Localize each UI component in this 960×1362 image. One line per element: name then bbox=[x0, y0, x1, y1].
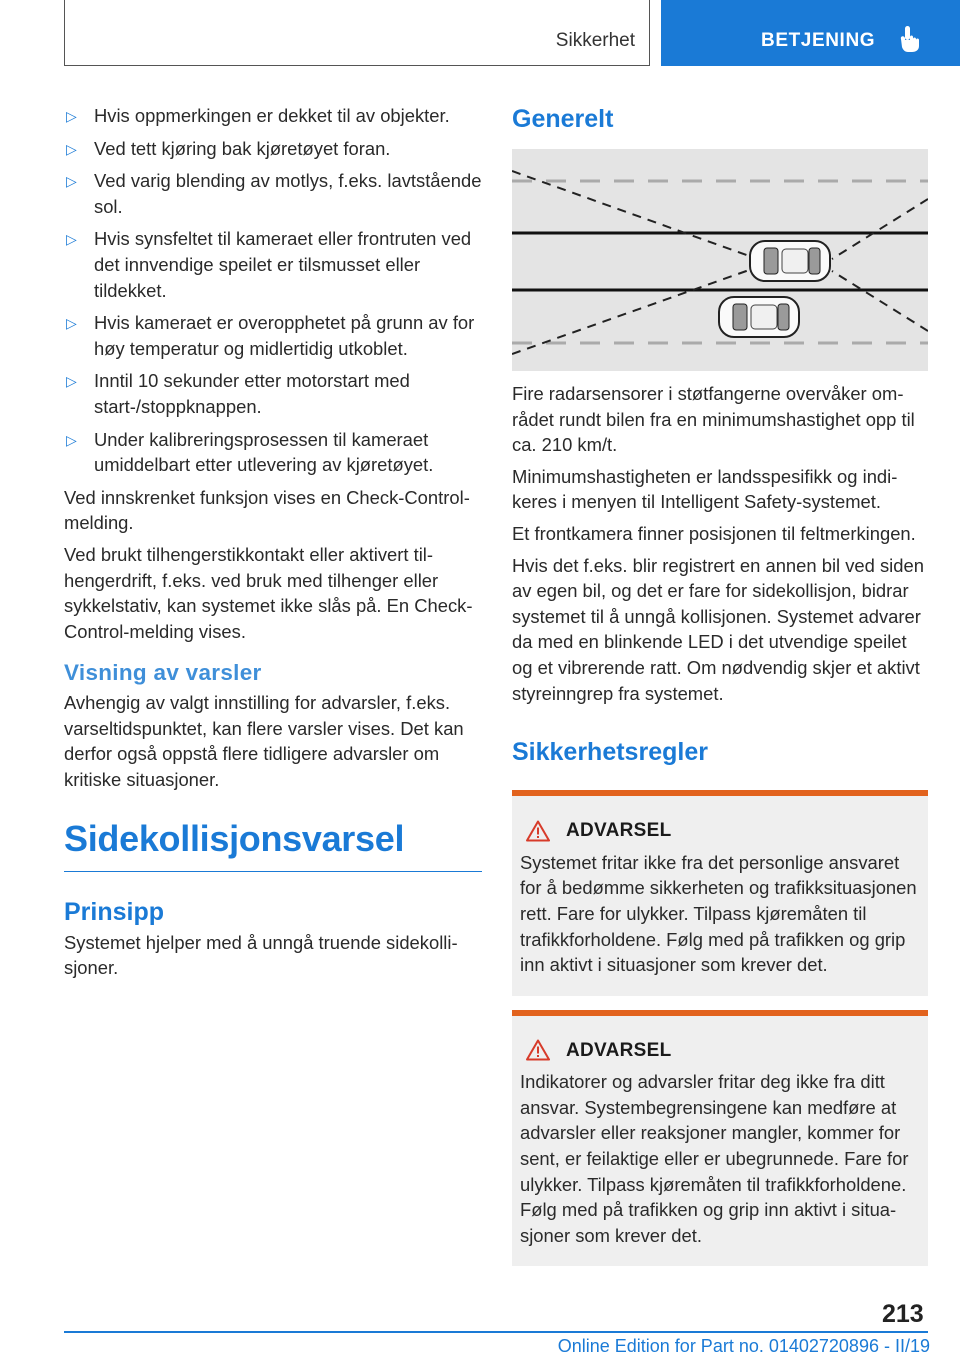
triangle-bullet-icon: ▷ bbox=[66, 373, 77, 390]
warning-box bbox=[512, 790, 928, 996]
car-icon bbox=[750, 241, 830, 281]
list-item: ▷ Inntil 10 sekunder etter motorstart med start-/stoppknappen. bbox=[66, 370, 410, 417]
triangle-bullet-icon: ▷ bbox=[66, 140, 77, 157]
radar-illustration bbox=[512, 149, 928, 371]
list-item: ▷ Ved varig blending av motlys, f.eks. lavtstående sol. bbox=[66, 170, 482, 217]
triangle-bullet-icon: ▷ bbox=[66, 431, 77, 448]
warning-text: Indikatorer og advarsler fritar deg ikke fra ditt ansvar. Systembegrensingene kan medføre at advarsler eller reaksjoner mangler, kommer for sent, er feilaktige eller er ubegrunnede. Fare for ulykker. Tilpass kjøremåten til trafikkforholdene. Følg med på trafikken og grip inn aktivt i situasjoner som krever det. bbox=[520, 1071, 909, 1246]
hand-pointer-icon bbox=[897, 24, 923, 54]
warning-title-row bbox=[520, 818, 920, 844]
section-title: Sikkerhet bbox=[555, 30, 635, 51]
footer-edition: Online Edition for Part no. 01402720896 - II/19 bbox=[557, 1336, 930, 1356]
triangle-bullet-icon: ▷ bbox=[66, 315, 77, 332]
limitations-list bbox=[64, 103, 482, 478]
page-title: Sidekollisjonsvarsel bbox=[64, 813, 482, 872]
warning-text: Systemet fritar ikke fra det personlige ansvaret for å bedømme sikkerheten og trafikksituasjonen rett. Fare for ulykker. Tilpass kjøremåten til trafikkforholdene. Følg med på trafikken og grip inn aktivt i situasjoner som krever det. bbox=[520, 851, 917, 976]
sikkerhetsregler-heading: Sikkerhetsregler bbox=[512, 738, 708, 767]
header-section-box bbox=[64, 0, 650, 66]
visning-heading: Visning av varsler bbox=[64, 660, 262, 686]
left-column bbox=[64, 103, 482, 987]
generelt-heading: Generelt bbox=[512, 105, 614, 133]
camera-paragraph: Et frontkamera finner posisjonen til feltmerkingen. bbox=[512, 522, 916, 544]
warning-box bbox=[512, 1010, 928, 1267]
warning-title: ADVARSEL bbox=[566, 820, 672, 842]
tab-label: BETJENING bbox=[761, 30, 876, 51]
radar-diagram bbox=[512, 149, 928, 371]
warning-triangle-icon bbox=[526, 820, 550, 842]
triangle-bullet-icon: ▷ bbox=[66, 173, 77, 190]
triangle-bullet-icon: ▷ bbox=[66, 231, 77, 248]
prinsipp-paragraph: Systemet hjelper med å unngå truende sidekollisjoner. bbox=[64, 931, 458, 979]
visning-paragraph: Avhengig av valgt innstilling for advarsler, f.eks. varseltidspunktet, kan flere varsler vises. Det kan derfor også oppstå flere tidligere advarsler om kritiske situasjoner. bbox=[64, 692, 464, 791]
warning-triangle-icon bbox=[526, 1039, 550, 1061]
triangle-bullet-icon: ▷ bbox=[66, 108, 77, 124]
radar-paragraph: Fire radarsensorer i støtfangerne overvåker området rundt bilen fra en minimumshastighet opp til ca. 210 km/t. bbox=[512, 383, 915, 456]
car-icon bbox=[719, 297, 799, 337]
warning-title: ADVARSEL bbox=[566, 1039, 672, 1061]
prinsipp-heading: Prinsipp bbox=[64, 897, 165, 926]
check-control-paragraph: Ved innskrenket funksjon vises en Check-Control-melding. bbox=[64, 486, 470, 534]
list-item: ▷ Hvis kameraet er overopphetet på grunn av for høy temperatur og midlertidig utkoblet. bbox=[66, 312, 475, 359]
header-tab-betjening[interactable] bbox=[661, 0, 960, 66]
page-number: 213 bbox=[882, 1300, 924, 1328]
footer-divider bbox=[64, 1331, 928, 1333]
trailer-paragraph: Ved brukt tilhengerstikkontakt eller aktivert tilhengerdrift, f.eks. ved bruk med tilhenger eller sykkelstativ, kan systemet ikke slås på. En Check-Control-melding vises. bbox=[64, 543, 473, 642]
list-item: ▷ Hvis synsfeltet til kameraet eller frontruten ved det innvendige speilet er tilsmusset eller tildekket. bbox=[66, 228, 472, 301]
min-speed-paragraph: Minimumshastigheten er landsspesifikk og indikeres i menyen til Intelligent Safety-systemet. bbox=[512, 465, 898, 513]
list-item: ▷ Ved tett kjøring bak kjøretøyet foran. bbox=[64, 136, 482, 162]
collision-paragraph: Hvis det f.eks. blir registrert en annen bil ved siden av egen bil, og det er fare for sidekollisjon, bidrar systemet til å unngå kollisjonen. Systemet advarer da med en blinkende LED i det utvendige speilet og et vibrerende ratt. Om nødvendig skjer et aktivt styreinngrep fra systemet. bbox=[512, 554, 924, 704]
list-item: ▷ Hvis oppmerkingen er dekket til av objekter. bbox=[64, 103, 482, 129]
list-item: ▷ Under kalibreringsprosessen til kameraet umiddelbart etter utlevering av kjøretøyet. bbox=[66, 428, 434, 476]
right-column bbox=[512, 103, 928, 1280]
warning-title-row bbox=[520, 1038, 920, 1064]
